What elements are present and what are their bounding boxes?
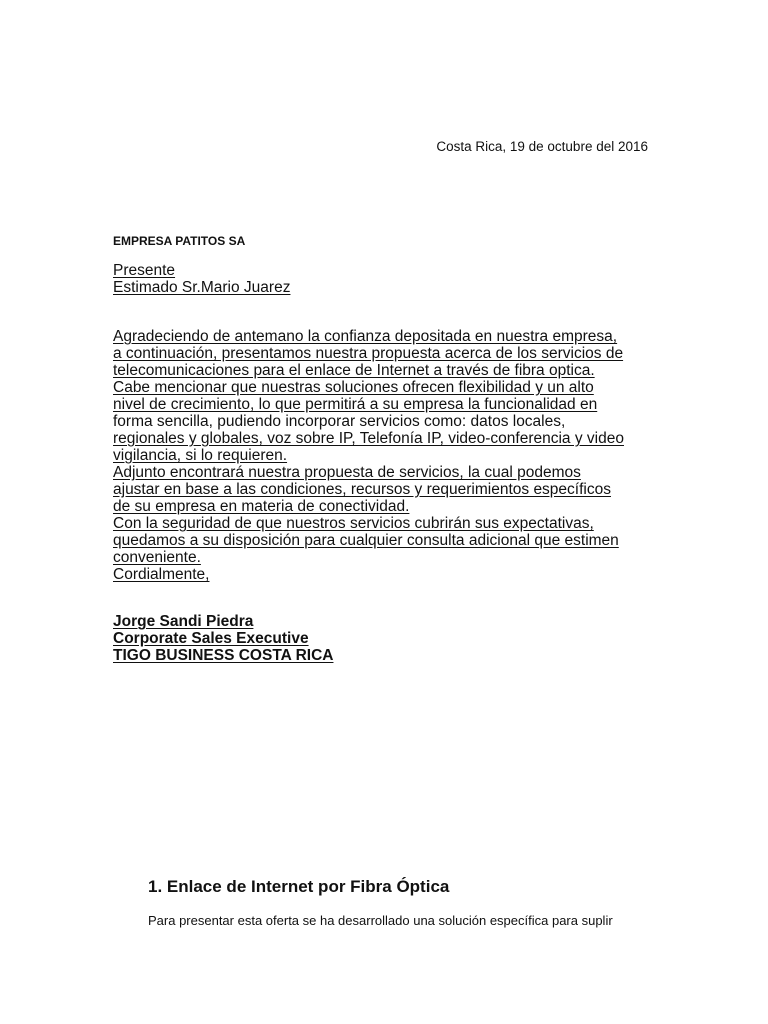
body-line: vigilancia, si lo requieren. xyxy=(113,447,288,464)
recipient-company: EMPRESA PATITOS SA xyxy=(113,234,246,248)
letter-body xyxy=(113,328,673,583)
signature-company: TIGO BUSINESS COSTA RICA xyxy=(113,647,334,664)
section-paragraph: Para presentar esta oferta se ha desarrollado una solución específica para suplir xyxy=(148,913,613,928)
greeting-line: Estimado Sr.Mario Juarez xyxy=(113,279,291,296)
body-line: nivel de crecimiento, lo que permitirá a su empresa la funcionalidad en xyxy=(113,396,598,413)
body-line: quedamos a su disposición para cualquier consulta adicional que estimen xyxy=(113,532,619,549)
section-heading: 1. Enlace de Internet por Fibra Óptica xyxy=(148,877,450,896)
body-line: Adjunto encontrará nuestra propuesta de servicios, la cual podemos xyxy=(113,464,581,481)
body-line: Cordialmente, xyxy=(113,566,210,583)
letter-date: Costa Rica, 19 de octubre del 2016 xyxy=(436,139,648,154)
body-line: conveniente. xyxy=(113,549,201,566)
signature-name: Jorge Sandi Piedra xyxy=(113,613,254,630)
body-line: de su empresa en materia de conectividad. xyxy=(113,498,410,515)
body-line: telecomunicaciones para el enlace de Internet a través de fibra optica. xyxy=(113,362,595,379)
body-line: Agradeciendo de antemano la confianza depositada en nuestra empresa, xyxy=(113,328,618,345)
greeting-line: Presente xyxy=(113,262,176,279)
signature-block xyxy=(113,613,333,664)
greeting-block xyxy=(113,262,290,296)
body-line: a continuación, presentamos nuestra propuesta acerca de los servicios de xyxy=(113,345,624,362)
body-line: Cabe mencionar que nuestras soluciones ofrecen flexibilidad y un alto xyxy=(113,379,594,396)
body-line: regionales y globales, voz sobre IP, Telefonía IP, video-conferencia y video xyxy=(113,430,624,447)
body-line: ajustar en base a las condiciones, recursos y requerimientos específicos xyxy=(113,481,611,498)
signature-title: Corporate Sales Executive xyxy=(113,630,309,647)
body-line: Con la seguridad de que nuestros servicios cubrirán sus expectativas, xyxy=(113,515,594,532)
body-line: forma sencilla, pudiendo incorporar servicios como: datos locales, xyxy=(113,413,566,430)
